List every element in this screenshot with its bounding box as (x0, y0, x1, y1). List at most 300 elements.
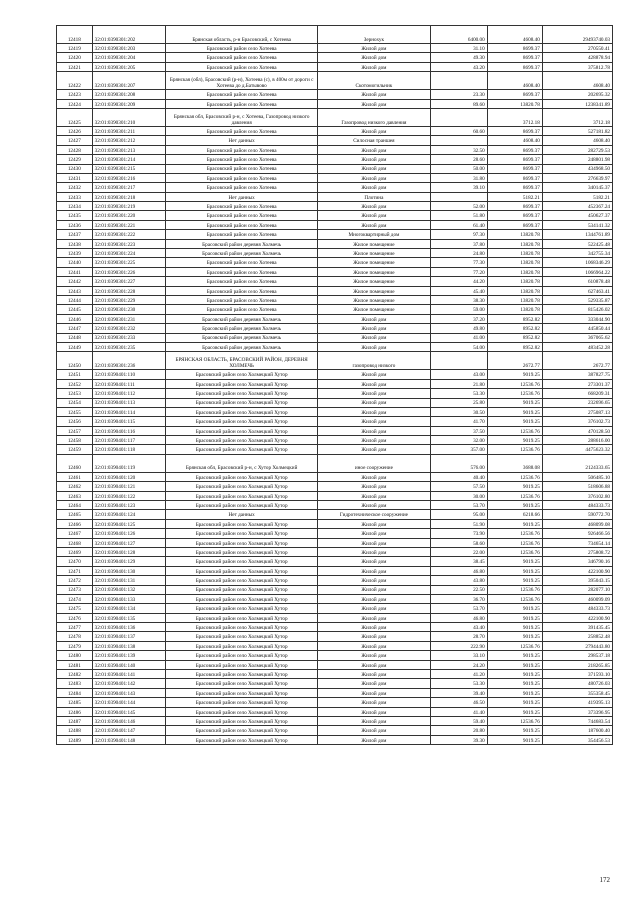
cadastral-value-cell: 354456.53 (542, 735, 612, 744)
object-type-cell: Жилое помещение (318, 239, 430, 248)
cadastral-number-cell: 32:01:0390401:120 (92, 472, 165, 481)
cadastral-value-cell: 187600.40 (542, 726, 612, 735)
cadastral-value-cell: 1066964.22 (542, 267, 612, 276)
row-number-cell: 12436 (57, 220, 93, 229)
cadastral-value-cell: 815426.02 (542, 305, 612, 314)
cadastral-number-cell: 32:01:0390301:224 (92, 249, 165, 258)
object-type-cell: Жилое помещение (318, 305, 430, 314)
object-type-cell: Жилой дом (318, 623, 430, 632)
table-row (57, 286, 613, 295)
area-cell: 43.80 (430, 576, 487, 585)
cadastral-number-cell: 32:01:0390301:231 (92, 314, 165, 323)
cadastral-number-cell: 32:01:0390401:111 (92, 379, 165, 388)
table-row (57, 491, 613, 500)
object-type-cell: Жилой дом (318, 482, 430, 491)
area-cell: 6400.00 (430, 26, 487, 44)
table-row (57, 538, 613, 547)
cadastral-number-cell: 32:01:0390401:134 (92, 604, 165, 613)
area-cell: 73.90 (430, 529, 487, 538)
area-cell: 32.00 (430, 436, 487, 445)
object-type-cell: Жилой дом (318, 126, 430, 135)
area-cell: 53.70 (430, 501, 487, 510)
table-row (57, 717, 613, 726)
row-number-cell: 12460 (57, 454, 93, 472)
row-number-cell: 12461 (57, 472, 93, 481)
cadastral-number-cell: 32:01:0390301:214 (92, 155, 165, 164)
object-type-cell: газопровод низкого (318, 352, 430, 370)
address-cell: БРЯНСКАЯ ОБЛАСТЬ, БРАСОВСКИЙ РАЙОН, ДЕРЕВНЯ ХОЛМЕЧЬ (166, 352, 318, 370)
area-cell: 54.00 (430, 342, 487, 351)
object-type-cell: Жилой дом (318, 632, 430, 641)
table-row (57, 398, 613, 407)
cadastral-number-cell: 32:01:0390401:113 (92, 398, 165, 407)
table-row (57, 670, 613, 679)
object-type-cell: Жилое помещение (318, 295, 430, 304)
row-number-cell: 12420 (57, 53, 93, 62)
cadastral-number-cell: 32:01:0390401:110 (92, 370, 165, 379)
cadastral-value-cell: 468099.08 (542, 519, 612, 528)
cadastral-number-cell: 32:01:0390301:212 (92, 136, 165, 145)
row-number-cell: 12428 (57, 145, 93, 154)
address-cell: Брасовский район село Хотеева (166, 230, 318, 239)
cadastral-number-cell: 32:01:0390401:139 (92, 651, 165, 660)
unit-value-cell: 4608.40 (487, 72, 542, 90)
cadastral-number-cell: 32:01:0390401:131 (92, 576, 165, 585)
row-number-cell: 12444 (57, 295, 93, 304)
unit-value-cell: 12536.76 (487, 379, 542, 388)
cadastral-value-cell: 518606.88 (542, 482, 612, 491)
table-row (57, 613, 613, 622)
cadastral-number-cell: 32:01:0390401:138 (92, 641, 165, 650)
object-type-cell: Жилой дом (318, 660, 430, 669)
area-cell: 46.80 (430, 613, 487, 622)
cadastral-value-cell: 484333.73 (542, 604, 612, 613)
object-type-cell: Жилой дом (318, 717, 430, 726)
unit-value-cell: 4608.40 (487, 136, 542, 145)
table-row (57, 324, 613, 333)
address-cell: Брасовский район село Холмецкий Хутор (166, 613, 318, 622)
area-cell: 49.80 (430, 324, 487, 333)
address-cell: Брасовский район село Хотеева (166, 202, 318, 211)
cadastral-value-cell: 627463.41 (542, 286, 612, 295)
row-number-cell: 12455 (57, 407, 93, 416)
row-number-cell: 12489 (57, 735, 93, 744)
unit-value-cell: 8699.37 (487, 202, 542, 211)
cadastral-number-cell: 32:01:0390401:146 (92, 717, 165, 726)
unit-value-cell: 8699.37 (487, 155, 542, 164)
cadastral-value-cell: 529335.87 (542, 295, 612, 304)
area-cell: 58.60 (430, 538, 487, 547)
unit-value-cell: 9019.25 (487, 632, 542, 641)
area-cell: 52.00 (430, 202, 487, 211)
cadastral-value-cell: 419395.13 (542, 698, 612, 707)
object-type-cell: Жилой дом (318, 538, 430, 547)
cadastral-number-cell: 32:01:0390301:228 (92, 286, 165, 295)
object-type-cell: Многоквартирный дом (318, 230, 430, 239)
table-row (57, 267, 613, 276)
cadastral-number-cell: 32:01:0390301:208 (92, 90, 165, 99)
unit-value-cell: 12536.76 (487, 585, 542, 594)
area-cell: 51.80 (430, 211, 487, 220)
address-cell: Брасовский район село Холмецкий Хутор (166, 482, 318, 491)
cadastral-number-cell: 32:01:0390301:225 (92, 258, 165, 267)
object-type-cell: иное сооружение (318, 454, 430, 472)
unit-value-cell: 9019.25 (487, 735, 542, 744)
row-number-cell: 12452 (57, 379, 93, 388)
row-number-cell: 12483 (57, 679, 93, 688)
cadastral-number-cell: 32:01:0390401:145 (92, 707, 165, 716)
address-cell: Брасовский район село Холмецкий Хутор (166, 426, 318, 435)
unit-value-cell: 13820.78 (487, 249, 542, 258)
table-row (57, 305, 613, 314)
table-row (57, 211, 613, 220)
object-type-cell: Жилой дом (318, 90, 430, 99)
table-row (57, 249, 613, 258)
unit-value-cell: 8699.37 (487, 183, 542, 192)
cadastral-number-cell: 32:01:0390301:219 (92, 202, 165, 211)
cadastral-value-cell: 282729.53 (542, 145, 612, 154)
cadastral-number-cell: 32:01:0390301:221 (92, 220, 165, 229)
object-type-cell: Жилой дом (318, 641, 430, 650)
cadastral-number-cell: 32:01:0390401:137 (92, 632, 165, 641)
row-number-cell: 12424 (57, 99, 93, 108)
table-row (57, 99, 613, 108)
address-cell: Брасовский район село Хотеева (166, 267, 318, 276)
cadastral-value-cell: 288616.00 (542, 436, 612, 445)
address-cell: Брасовский район село Холмецкий Хутор (166, 501, 318, 510)
row-number-cell: 12419 (57, 44, 93, 53)
object-type-cell: Жилой дом (318, 426, 430, 435)
cadastral-number-cell: 32:01:0390301:218 (92, 192, 165, 201)
table-row (57, 707, 613, 716)
address-cell: Брасовский район село Холмецкий Хутор (166, 735, 318, 744)
cadastral-number-cell: 32:01:0390301:217 (92, 183, 165, 192)
table-row (57, 651, 613, 660)
cadastral-value-cell: 1238341.89 (542, 99, 612, 108)
cadastral-value-cell: 5182.21 (542, 192, 612, 201)
table-row (57, 333, 613, 342)
row-number-cell: 12434 (57, 202, 93, 211)
row-number-cell: 12464 (57, 501, 93, 510)
area-cell: 89.60 (430, 99, 487, 108)
unit-value-cell: 13820.78 (487, 230, 542, 239)
area-cell: 21.80 (430, 379, 487, 388)
unit-value-cell: 9019.25 (487, 576, 542, 585)
cadastral-value-cell: 2672.77 (542, 352, 612, 370)
area-cell: 32.50 (430, 145, 487, 154)
row-number-cell: 12465 (57, 510, 93, 519)
area-cell: 222.90 (430, 641, 487, 650)
address-cell: Нет данных (166, 136, 318, 145)
area-cell: 24.20 (430, 660, 487, 669)
unit-value-cell: 8952.82 (487, 333, 542, 342)
unit-value-cell: 9019.25 (487, 436, 542, 445)
address-cell: Брасовский район деревня Холмечь (166, 324, 318, 333)
row-number-cell: 12481 (57, 660, 93, 669)
row-number-cell: 12418 (57, 26, 93, 44)
address-cell: Брасовский район село Хотеева (166, 62, 318, 71)
cadastral-number-cell: 32:01:0390301:213 (92, 145, 165, 154)
object-type-cell: Жилой дом (318, 417, 430, 426)
cadastral-number-cell: 32:01:0390401:144 (92, 698, 165, 707)
address-cell: Брасовский район село Холмецкий Хутор (166, 698, 318, 707)
row-number-cell: 12458 (57, 436, 93, 445)
unit-value-cell: 9019.25 (487, 679, 542, 688)
address-cell: Брасовский район село Хотеева (166, 44, 318, 53)
address-cell: Брасовский район село Холмецкий Хутор (166, 726, 318, 735)
area-cell: 77.20 (430, 267, 487, 276)
address-cell: Брасовский район село Холмецкий Хутор (166, 566, 318, 575)
area-cell: 39.30 (430, 735, 487, 744)
address-cell: Брасовский район деревня Холмечь (166, 333, 318, 342)
area-cell (430, 72, 487, 90)
object-type-cell: Жилой дом (318, 44, 430, 53)
unit-value-cell: 13820.78 (487, 305, 542, 314)
cadastral-number-cell: 32:01:0390401:114 (92, 407, 165, 416)
unit-value-cell: 9019.25 (487, 623, 542, 632)
object-type-cell: Плотина (318, 192, 430, 201)
object-type-cell: Жилое помещение (318, 286, 430, 295)
table-row (57, 108, 613, 126)
table-row (57, 735, 613, 744)
area-cell: 36.70 (430, 594, 487, 603)
object-type-cell: Жилой дом (318, 735, 430, 744)
object-type-cell: Жилой дом (318, 688, 430, 697)
area-cell: 46.80 (430, 566, 487, 575)
row-number-cell: 12442 (57, 277, 93, 286)
cadastral-number-cell: 32:01:0390401:124 (92, 510, 165, 519)
address-cell: Брасовский район село Хотеева (166, 295, 318, 304)
row-number-cell: 12470 (57, 557, 93, 566)
address-cell: Брасовский район село Холмецкий Хутор (166, 407, 318, 416)
object-type-cell: Жилой дом (318, 164, 430, 173)
cadastral-value-cell: 333044.90 (542, 314, 612, 323)
object-type-cell: Жилой дом (318, 547, 430, 556)
cadastral-number-cell: 32:01:0390401:130 (92, 566, 165, 575)
object-type-cell: Жилой дом (318, 445, 430, 454)
area-cell: 53.30 (430, 389, 487, 398)
unit-value-cell: 12536.76 (487, 389, 542, 398)
cadastral-value-cell: 395043.15 (542, 576, 612, 585)
table-row (57, 679, 613, 688)
area-cell: 43.20 (430, 62, 487, 71)
row-number-cell: 12487 (57, 717, 93, 726)
address-cell: Нет данных (166, 510, 318, 519)
unit-value-cell: 8699.37 (487, 53, 542, 62)
unit-value-cell: 9019.25 (487, 707, 542, 716)
unit-value-cell: 8699.37 (487, 173, 542, 182)
page-number: 172 (599, 876, 610, 884)
address-cell: Брасовский район село Холмецкий Хутор (166, 436, 318, 445)
address-cell: Брасовский район село Холмецкий Хутор (166, 529, 318, 538)
unit-value-cell: 3688.08 (487, 454, 542, 472)
object-type-cell: Жилой дом (318, 99, 430, 108)
address-cell: Брасовский район село Хотеева (166, 164, 318, 173)
row-number-cell: 12478 (57, 632, 93, 641)
table-row (57, 72, 613, 90)
cadastral-value-cell: 367065.62 (542, 333, 612, 342)
area-cell: 41.20 (430, 670, 487, 679)
unit-value-cell: 8952.82 (487, 324, 542, 333)
cadastral-value-cell: 282077.10 (542, 585, 612, 594)
unit-value-cell: 9019.25 (487, 566, 542, 575)
address-cell: Брасовский район село Хотеева (166, 145, 318, 154)
object-type-cell: Жилой дом (318, 398, 430, 407)
unit-value-cell: 12536.76 (487, 472, 542, 481)
table-row (57, 557, 613, 566)
row-number-cell: 12484 (57, 688, 93, 697)
address-cell: Брасовский район село Хотеева (166, 183, 318, 192)
cadastral-value-cell: 376102.80 (542, 491, 612, 500)
area-cell: 61.40 (430, 220, 487, 229)
object-type-cell: Жилой дом (318, 529, 430, 538)
table-row (57, 426, 613, 435)
unit-value-cell: 12536.76 (487, 641, 542, 650)
cadastral-value-cell: 734654.14 (542, 538, 612, 547)
address-cell: Брасовский район село Холмецкий Хутор (166, 491, 318, 500)
table-row (57, 623, 613, 632)
cadastral-number-cell: 32:01:0390301:232 (92, 324, 165, 333)
object-type-cell: Жилой дом (318, 62, 430, 71)
area-cell: 25.80 (430, 398, 487, 407)
address-cell: Брасовский район село Холмецкий Хутор (166, 604, 318, 613)
cadastral-number-cell: 32:01:0390301:223 (92, 239, 165, 248)
row-number-cell: 12435 (57, 211, 93, 220)
table-row (57, 660, 613, 669)
row-number-cell: 12446 (57, 314, 93, 323)
unit-value-cell: 12536.76 (487, 529, 542, 538)
cadastral-value-cell: 298537.18 (542, 651, 612, 660)
cadastral-number-cell: 32:01:0390401:128 (92, 547, 165, 556)
unit-value-cell: 13820.78 (487, 267, 542, 276)
table-row (57, 472, 613, 481)
cadastral-number-cell: 32:01:0390301:211 (92, 126, 165, 135)
cadastral-value-cell: 527181.82 (542, 126, 612, 135)
address-cell: Брасовский район село Хотеева (166, 155, 318, 164)
object-type-cell: Жилой дом (318, 726, 430, 735)
cadastral-number-cell: 32:01:0390401:127 (92, 538, 165, 547)
unit-value-cell: 8699.37 (487, 164, 542, 173)
address-cell: Брасовский район село Холмецкий Хутор (166, 370, 318, 379)
cadastral-number-cell: 32:01:0390301:227 (92, 277, 165, 286)
cadastral-number-cell: 32:01:0390301:226 (92, 267, 165, 276)
row-number-cell: 12459 (57, 445, 93, 454)
object-type-cell: Жилой дом (318, 585, 430, 594)
table-row (57, 183, 613, 192)
unit-value-cell: 9019.25 (487, 482, 542, 491)
object-type-cell: Жилой дом (318, 183, 430, 192)
object-type-cell: Жилой дом (318, 370, 430, 379)
cadastral-number-cell: 32:01:0390301:215 (92, 164, 165, 173)
object-type-cell: Жилое помещение (318, 267, 430, 276)
object-type-cell: Жилой дом (318, 651, 430, 660)
address-cell: Брасовский район село Холмецкий Хутор (166, 679, 318, 688)
unit-value-cell: 6218.66 (487, 510, 542, 519)
area-cell: 41.00 (430, 333, 487, 342)
area-cell: 23.30 (430, 90, 487, 99)
address-cell: Брасовский район село Хотеева (166, 286, 318, 295)
address-cell: Брасовский район деревня Холмечь (166, 342, 318, 351)
cadastral-number-cell: 32:01:0390401:126 (92, 529, 165, 538)
row-number-cell: 12475 (57, 604, 93, 613)
area-cell: 44.20 (430, 277, 487, 286)
address-cell: Брянская обл, Брасовский р-н, с Хотеева, Газопровод низкого давления (166, 108, 318, 126)
row-number-cell: 12443 (57, 286, 93, 295)
address-cell: Брасовский район село Холмецкий Хутор (166, 623, 318, 632)
address-cell: Брасовский район село Холмецкий Хутор (166, 576, 318, 585)
row-number-cell: 12432 (57, 183, 93, 192)
cadastral-value-cell: 232696.65 (542, 398, 612, 407)
cadastral-value-cell: 273301.37 (542, 379, 612, 388)
object-type-cell: Жилой дом (318, 314, 430, 323)
address-cell: Брасовский район село Холмецкий Хутор (166, 547, 318, 556)
area-cell: 46.50 (430, 698, 487, 707)
object-type-cell: Жилой дом (318, 324, 430, 333)
unit-value-cell: 9019.25 (487, 370, 542, 379)
row-number-cell: 12474 (57, 594, 93, 603)
address-cell: Брасовский район село Хотеева (166, 90, 318, 99)
row-number-cell: 12479 (57, 641, 93, 650)
object-type-cell: Жилой дом (318, 407, 430, 416)
table-row (57, 155, 613, 164)
row-number-cell: 12438 (57, 239, 93, 248)
unit-value-cell: 9019.25 (487, 726, 542, 735)
cadastral-value-cell: 744683.54 (542, 717, 612, 726)
row-number-cell: 12454 (57, 398, 93, 407)
object-type-cell: Скотомогильник (318, 72, 430, 90)
unit-value-cell: 9019.25 (487, 501, 542, 510)
area-cell: 51.90 (430, 519, 487, 528)
table-row (57, 576, 613, 585)
cadastral-number-cell: 32:01:0390301:209 (92, 99, 165, 108)
table-row (57, 436, 613, 445)
table-row (57, 482, 613, 491)
table-row (57, 510, 613, 519)
table-row (57, 173, 613, 182)
address-cell: Брасовский район село Хотеева (166, 277, 318, 286)
area-cell: 28.70 (430, 632, 487, 641)
object-type-cell: Жилой дом (318, 557, 430, 566)
table-row (57, 632, 613, 641)
table-row (57, 239, 613, 248)
area-cell: 53.30 (430, 679, 487, 688)
cadastral-value-cell: 248801.98 (542, 155, 612, 164)
object-type-cell: Зернохук (318, 26, 430, 44)
area-cell: 41.70 (430, 417, 487, 426)
row-number-cell: 12462 (57, 482, 93, 491)
table-row (57, 594, 613, 603)
unit-value-cell: 9019.25 (487, 660, 542, 669)
cadastral-value-cell: 4608.40 (542, 136, 612, 145)
address-cell: Брасовский район село Холмецкий Хутор (166, 557, 318, 566)
cadastral-value-cell: 522425.48 (542, 239, 612, 248)
row-number-cell: 12447 (57, 324, 93, 333)
unit-value-cell: 9019.25 (487, 670, 542, 679)
object-type-cell: Газопровод низкого давления (318, 108, 430, 126)
address-cell: Брасовский район село Холмецкий Хутор (166, 707, 318, 716)
unit-value-cell: 3712.18 (487, 108, 542, 126)
cadastral-number-cell: 32:01:0390401:121 (92, 482, 165, 491)
cadastral-number-cell: 32:01:0390401:118 (92, 445, 165, 454)
table-row (57, 698, 613, 707)
area-cell: 43.40 (430, 623, 487, 632)
cadastral-value-cell: 926466.56 (542, 529, 612, 538)
cadastral-value-cell: 270550.41 (542, 44, 612, 53)
cadastral-value-cell: 422100.90 (542, 613, 612, 622)
cadastral-value-cell: 610878.48 (542, 277, 612, 286)
area-cell: 33.10 (430, 651, 487, 660)
cadastral-number-cell: 32:01:0390401:116 (92, 426, 165, 435)
